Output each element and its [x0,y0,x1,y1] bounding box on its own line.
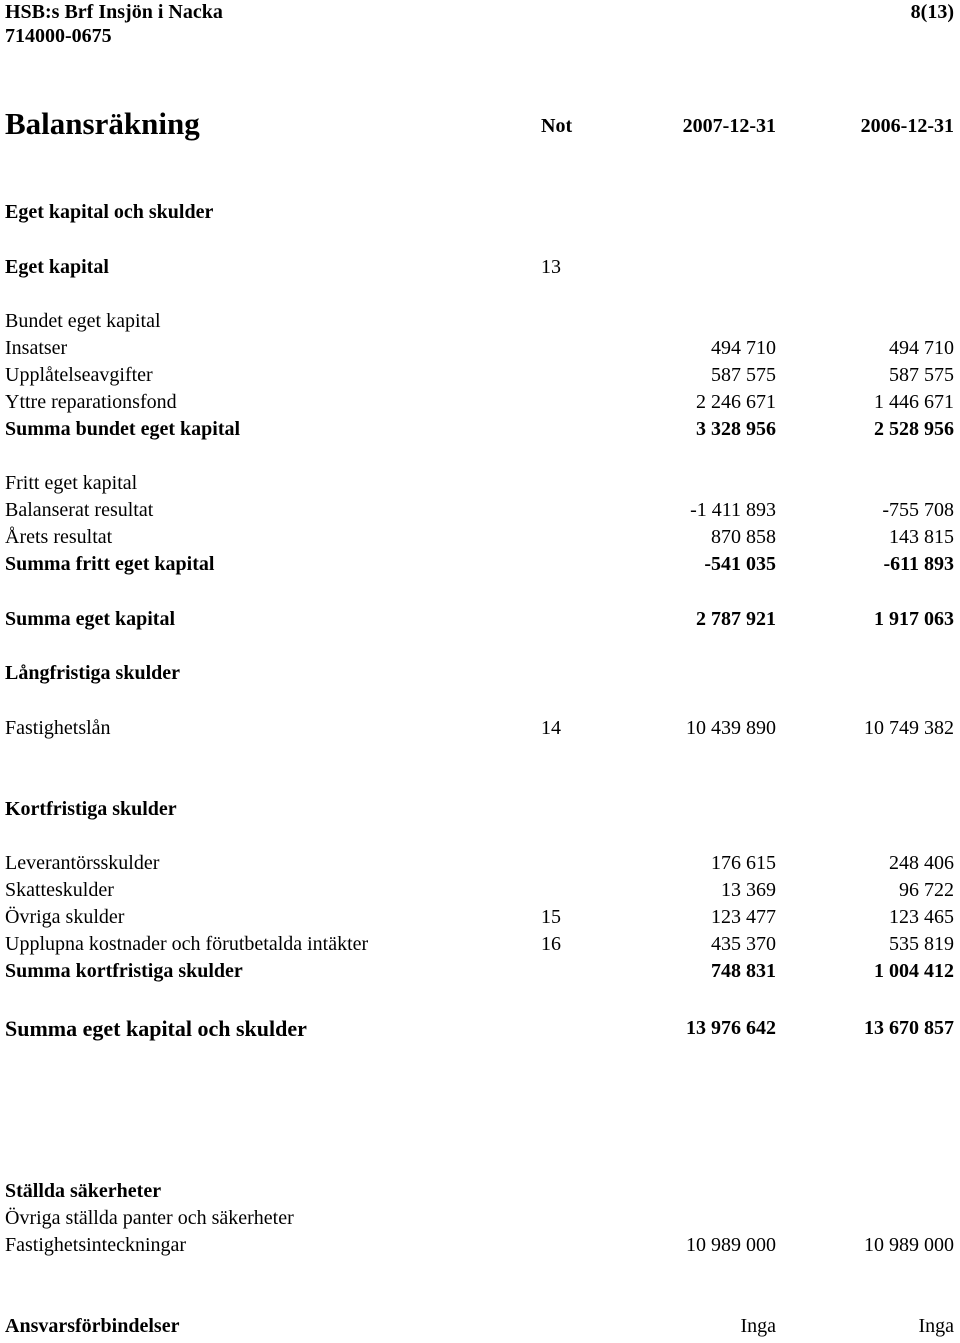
row-label: Summa eget kapital och skulder [5,1016,307,1041]
row-value-2007: 13 369 [721,879,776,901]
org-number: 714000-0675 [5,25,112,47]
row-value-2007: -1 411 893 [690,499,776,521]
row-value-2007: 10 439 890 [686,717,776,739]
row-value-2007: 123 477 [711,906,776,928]
row-label: Fastighetslån [5,717,111,739]
sum-row [0,958,960,985]
sum-row [0,416,960,443]
section-stallda-sakerheter [0,1178,960,1205]
row-value-2007: 176 615 [711,852,776,874]
row-label: Ansvarsförbindelser [5,1315,180,1337]
row-label: Långfristiga skulder [5,662,181,684]
row-value-2007: 2 787 921 [696,608,776,630]
row-value-2006: 1 917 063 [874,608,954,630]
table-row [0,877,960,904]
col-header-note: Not [541,115,573,137]
row-value-2007: 748 831 [711,960,776,982]
table-row [0,1313,960,1340]
row-label: Kortfristiga skulder [5,798,177,820]
row-note: 16 [541,933,561,955]
row-value-2007: 10 989 000 [686,1234,776,1256]
row-value-2007: 2 246 671 [696,391,776,413]
row-label: Insatser [5,337,68,359]
col-header-2006: 2006-12-31 [860,115,954,137]
row-value-2006: 96 722 [899,879,954,901]
row-value-2006: 2 528 956 [874,418,954,440]
sum-row [0,551,960,578]
row-value-2006: 10 989 000 [864,1234,954,1256]
table-row [0,362,960,389]
row-value-2007: 13 976 642 [686,1017,776,1039]
subsection-bundet [0,308,960,335]
page-number: 8(13) [910,1,954,23]
row-value-2007: -541 035 [704,553,776,575]
section-eget-kapital [0,254,960,281]
org-name: HSB:s Brf Insjön i Nacka [5,1,223,23]
row-label: Ställda säkerheter [5,1180,162,1202]
table-row [0,931,960,958]
section-langfristiga [0,660,960,687]
page-title: Balansräkning [5,106,200,141]
row-note: 14 [541,717,561,739]
section-kortfristiga [0,796,960,823]
row-value-2006: -755 708 [882,499,954,521]
row-value-2007: Inga [740,1315,776,1337]
row-label: Skatteskulder [5,879,114,901]
table-row [0,1232,960,1259]
row-value-2006: 143 815 [889,526,954,548]
row-value-2007: 587 575 [711,364,776,386]
subsection-ovriga-panter [0,1205,960,1232]
row-label: Summa bundet eget kapital [5,418,241,440]
row-value-2006: 123 465 [889,906,954,928]
row-label: Summa fritt eget kapital [5,553,215,575]
row-value-2006: 248 406 [889,852,954,874]
row-label: Övriga ställda panter och säkerheter [5,1207,294,1229]
table-row [0,524,960,551]
col-header-2007: 2007-12-31 [682,115,776,137]
table-row [0,335,960,362]
row-label: Upplåtelseavgifter [5,364,153,386]
row-value-2006: Inga [918,1315,954,1337]
row-label: Eget kapital [5,256,109,278]
row-value-2006: 13 670 857 [864,1017,954,1039]
row-label: Övriga skulder [5,906,125,928]
row-value-2006: 1 446 671 [874,391,954,413]
document-header [5,0,223,48]
row-value-2006: 535 819 [889,933,954,955]
row-label: Årets resultat [5,526,113,548]
row-value-2007: 870 858 [711,526,776,548]
row-value-2006: -611 893 [883,553,954,575]
row-label: Balanserat resultat [5,499,154,521]
row-label: Bundet eget kapital [5,310,161,332]
row-label: Yttre reparationsfond [5,391,177,413]
table-row [0,389,960,416]
row-value-2006: 587 575 [889,364,954,386]
row-value-2006: 494 710 [889,337,954,359]
row-value-2007: 435 370 [711,933,776,955]
table-row [0,850,960,877]
section-eget-kapital-och-skulder [0,199,960,226]
row-label: Summa kortfristiga skulder [5,960,243,982]
row-value-2007: 494 710 [711,337,776,359]
sum-row [0,606,960,633]
row-label: Summa eget kapital [5,608,175,630]
subsection-fritt [0,470,960,497]
grand-total-row [0,1014,960,1043]
row-value-2006: 1 004 412 [874,960,954,982]
table-row [0,715,960,742]
table-row [0,904,960,931]
row-value-2007: 3 328 956 [696,418,776,440]
row-note: 15 [541,906,561,928]
row-note: 13 [541,256,561,278]
row-label: Eget kapital och skulder [5,201,214,223]
row-label: Fastighetsinteckningar [5,1234,187,1256]
row-label: Fritt eget kapital [5,472,138,494]
row-label: Leverantörsskulder [5,852,160,874]
table-row [0,497,960,524]
row-value-2006: 10 749 382 [864,717,954,739]
row-label: Upplupna kostnader och förutbetalda intäkter [5,933,369,955]
